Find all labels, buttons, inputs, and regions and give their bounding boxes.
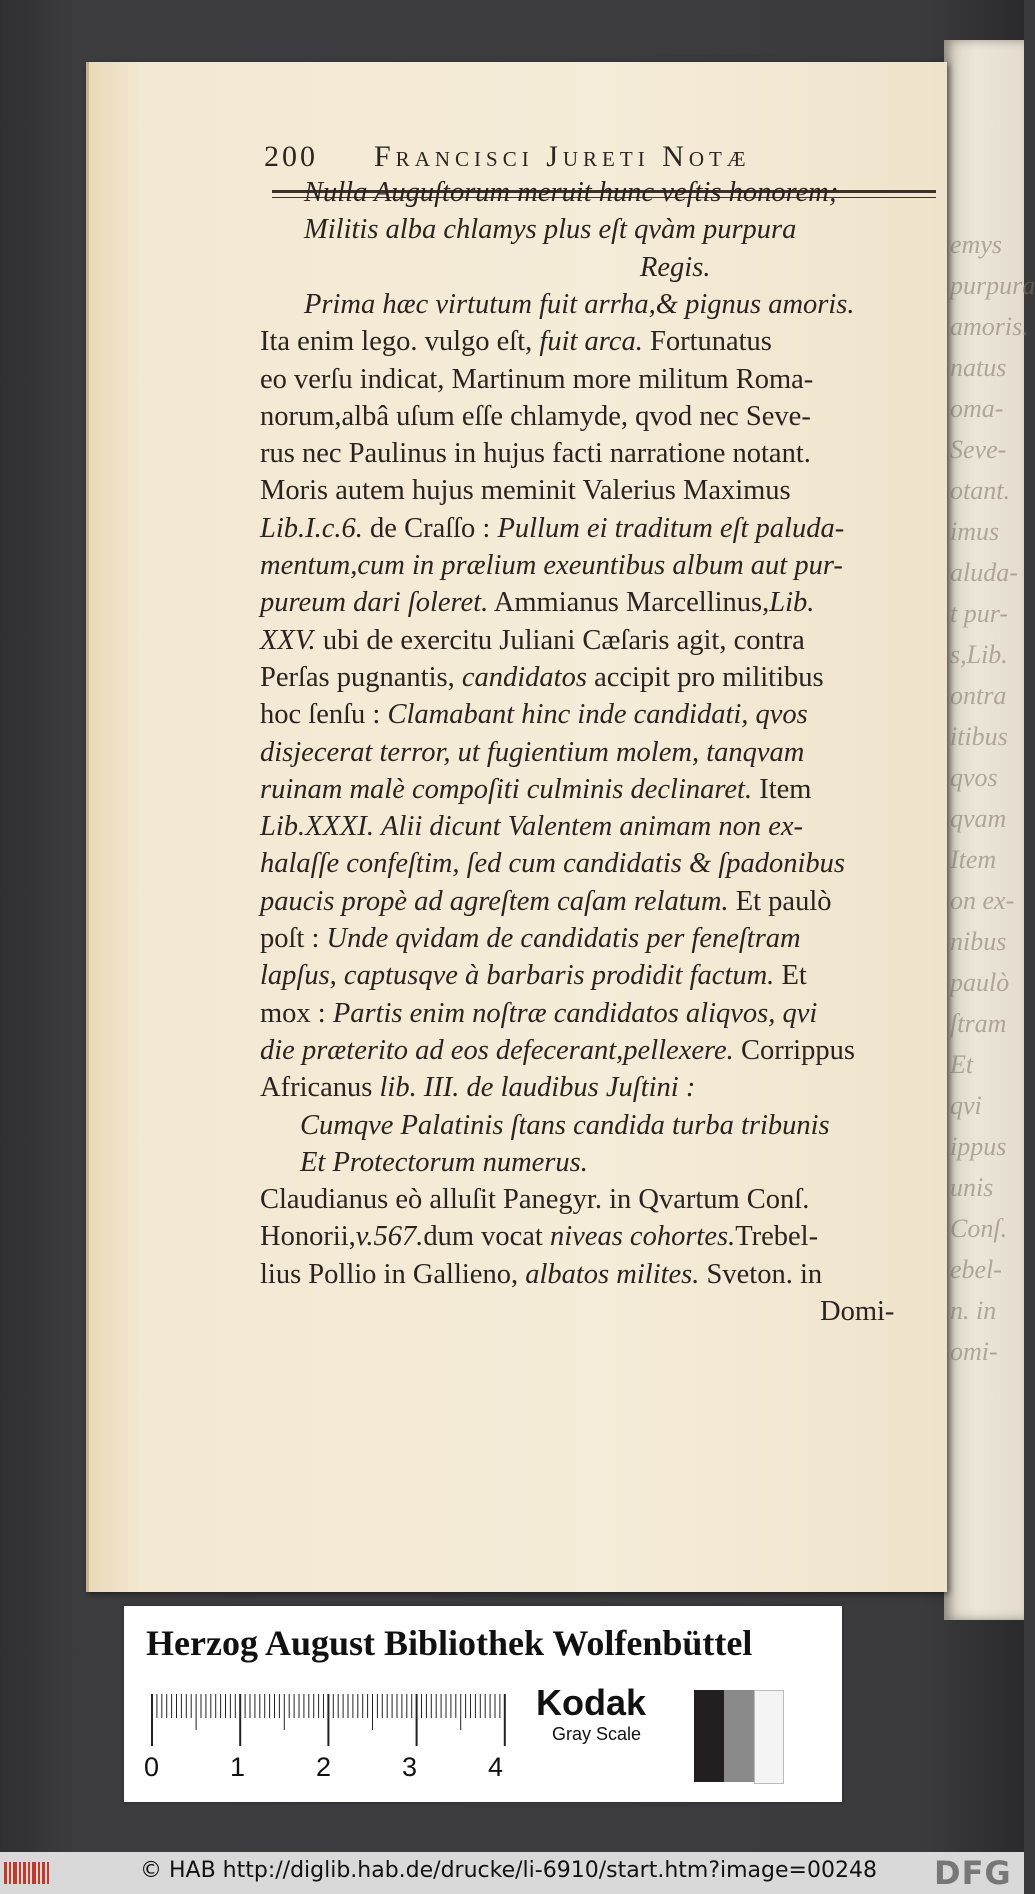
next-page-fragment: qvam [950,804,1007,833]
next-page-fragment: aluda- [950,558,1018,587]
next-page-fragment: s,Lib. [950,640,1008,669]
italic-run: mentum,cum in prælium exeuntibus album aut pur- [260,550,843,581]
barcode-logo-icon [4,1860,50,1886]
roman-run: eo verſu indicat, Martinum more militum Roma- [260,363,814,395]
text-line [260,734,804,771]
text-line [260,883,832,920]
next-page-fragment: ſtram [950,1009,1007,1038]
italic-run: Militis alba chlamys plus eſt qvàm purpura [304,214,797,246]
text-line [260,398,811,435]
italic-run: Alii dicunt Valentem animam non ex- [381,811,803,843]
text-line [304,174,838,211]
roman-run: Et paulò [728,885,832,917]
color-calibration-card [124,1606,842,1802]
next-page-fragment: qvi [950,1091,982,1120]
italic-run: fuit arca. [539,326,643,358]
library-name: Herzog August Bibliothek Wolfenbüttel [146,1623,753,1663]
italic-run: candidatos [461,661,587,693]
next-page-fragment: itibus [950,722,1008,751]
roman-run: Claudianus eò alluſit Panegyr. in Qvartum Conſ. [260,1184,810,1216]
ruler-number: 3 [402,1752,418,1782]
next-page-fragment: Item [950,845,997,874]
text-line [260,659,824,696]
next-page-fragment: emys [950,230,1002,259]
italic-run: disjecerat terror, ut fugientium molem, tanqvam [260,736,805,768]
next-page-fragment: oma- [950,394,1004,423]
next-page-fragment: n. in [950,1296,997,1325]
text-line [640,249,710,286]
page-number: 200 [264,140,318,173]
roman-run: mox : [260,997,333,1029]
text-line [260,435,811,472]
text-line [260,1256,822,1293]
roman-run: lius Pollio in Gallieno, [260,1258,526,1290]
next-page-fragment: Seve- [950,435,1007,464]
roman-run: Corrippus [733,1034,855,1066]
roman-run: Item [752,773,812,805]
text-line [260,1032,855,1069]
next-page-edge [944,40,1035,1620]
next-page-fragment: imus [950,517,1000,546]
roman-run: hoc ſenſu : [260,699,388,731]
next-page-fragment: amoris. [950,312,1029,341]
text-line [260,995,817,1032]
roman-run: dum vocat [423,1221,550,1253]
italic-run: Unde qvidam de candidatis per feneſtram [326,923,801,954]
roman-run: Et [774,960,807,992]
gray-scale-label: Gray Scale [552,1724,642,1744]
roman-run: Honorii, [260,1221,356,1253]
next-page-fragment: unis [950,1173,994,1202]
text-line [300,1144,588,1181]
text-line [820,1293,894,1330]
italic-run: Lib.I.c.6. [260,512,363,544]
gray-swatch-dark [694,1690,724,1782]
ruler-number: 2 [316,1752,332,1782]
roman-run: Ammianus Marcellinus, [488,587,770,619]
italic-run: Clamabant hinc inde candidati, qvos [387,699,808,731]
text-line [260,622,805,659]
gray-swatch-light [754,1690,784,1784]
text-line [260,1069,695,1106]
next-page-fragment: purpura [950,271,1035,300]
italic-run: Pullum ei traditum eſt paluda- [497,512,845,544]
text-line [260,323,772,360]
text-line [260,845,845,882]
text-line [304,286,855,323]
next-page-fragment: omi- [950,1337,998,1366]
running-title: Francisci Jureti Notæ [374,140,751,173]
italic-run: niveas cohortes. [549,1221,736,1253]
text-line [260,361,813,398]
next-page-fragment: natus [950,353,1007,382]
ruler-number: 0 [144,1752,160,1782]
roman-run: de Craſſo : [362,512,498,544]
roman-run: Perſas pugnantis, [260,661,462,693]
kodak-logo: Kodak [536,1682,647,1723]
roman-run: Sveton. in [699,1258,823,1290]
next-page-fragment: t pur- [950,599,1008,628]
italic-run: pureum dari ſoleret. [260,587,489,619]
ruler-number: 1 [230,1752,246,1782]
roman-run: norum,albâ uſum eſſe chlamyde, qvod nec Seve- [260,400,811,432]
ruler-number: 4 [488,1752,504,1782]
roman-run: ubi de exercitu Juliani Cæſaris agit, contra [315,624,805,656]
text-line [300,1107,830,1144]
italic-run: Nulla Auguſtorum meruit hunc veſtis honorem; [304,177,839,208]
copyright-link[interactable]: © HAB http://diglib.hab.de/drucke/li-6910/start.htm?image=00248 [140,1858,877,1883]
italic-run: Partis enim noſtræ candidatos aliqvos, qvi [332,997,818,1029]
roman-run: Africanus [260,1072,380,1104]
roman-run: Moris autem hujus meminit Valerius Maximus [260,475,791,507]
italic-run: Regis. [640,251,711,283]
text-line [260,472,791,509]
next-page-fragment: Conſ. [950,1214,1008,1243]
roman-run: Ita enim lego. vulgo eſt, [260,326,540,358]
gray-swatch-mid [724,1690,754,1782]
dfg-logo: DFG [934,1854,1012,1892]
text-line [260,1218,818,1255]
text-line [260,1181,809,1218]
text-line [304,211,796,248]
text-line [260,696,808,733]
italic-run: Cumqve Palatinis ſtans candida turba tribunis [300,1109,830,1141]
roman-run: rus nec Paulinus in hujus facti narratione notant. [260,438,811,470]
roman-run: Trebel- [735,1221,819,1253]
next-page-fragment: nibus [950,927,1007,956]
italic-run: halaſſe confeſtim, ſed cum candidatis & ſpadonibus [260,848,845,880]
italic-run: albatos milites. [525,1258,700,1290]
next-page-fragment: ontra [950,681,1007,710]
gray-swatches [694,1690,782,1782]
italic-run: v.567. [355,1221,424,1253]
text-line [260,957,807,994]
text-line [260,510,844,547]
next-page-fragment: ebel- [950,1255,1002,1284]
italic-run: lib. III. de laudibus Juſtini : [379,1072,696,1104]
italic-run: Lib.XXXI. [260,811,374,843]
next-page-fragment: qvos [950,763,998,792]
text-line [260,584,814,621]
text-line [260,547,843,584]
roman-run: accipit pro militibus [586,661,824,693]
italic-run: Prima hæc virtutum fuit arrha,& pignus amoris. [304,288,855,320]
text-line [260,920,801,957]
italic-run: lapſus, captusqve à barbaris prodidit factum. [260,960,775,992]
italic-run: Et Protectorum numerus. [300,1146,588,1178]
text-line [260,808,803,845]
roman-run: Domi- [820,1296,895,1327]
roman-run: Fortunatus [642,326,772,358]
next-page-fragment: paulò [950,968,1010,997]
italic-run: Lib. [769,587,815,619]
next-page-fragment: Et [950,1050,974,1079]
footer-bar [0,1852,1024,1894]
ruler-ticks [148,1694,508,1746]
next-page-fragment: otant. [950,476,1010,505]
next-page-fragment: ippus [950,1132,1007,1161]
italic-run: paucis propè ad agreſtem caſam relatum. [260,885,729,917]
italic-run: ruinam malè compoſiti culminis declinaret. [260,773,753,805]
next-page-fragment: on ex- [950,886,1015,915]
italic-run: die præterito ad eos defecerant,pellexere. [260,1034,734,1066]
roman-run: poſt : [260,923,327,954]
text-line [260,771,811,808]
italic-run: XXV. [260,624,316,656]
